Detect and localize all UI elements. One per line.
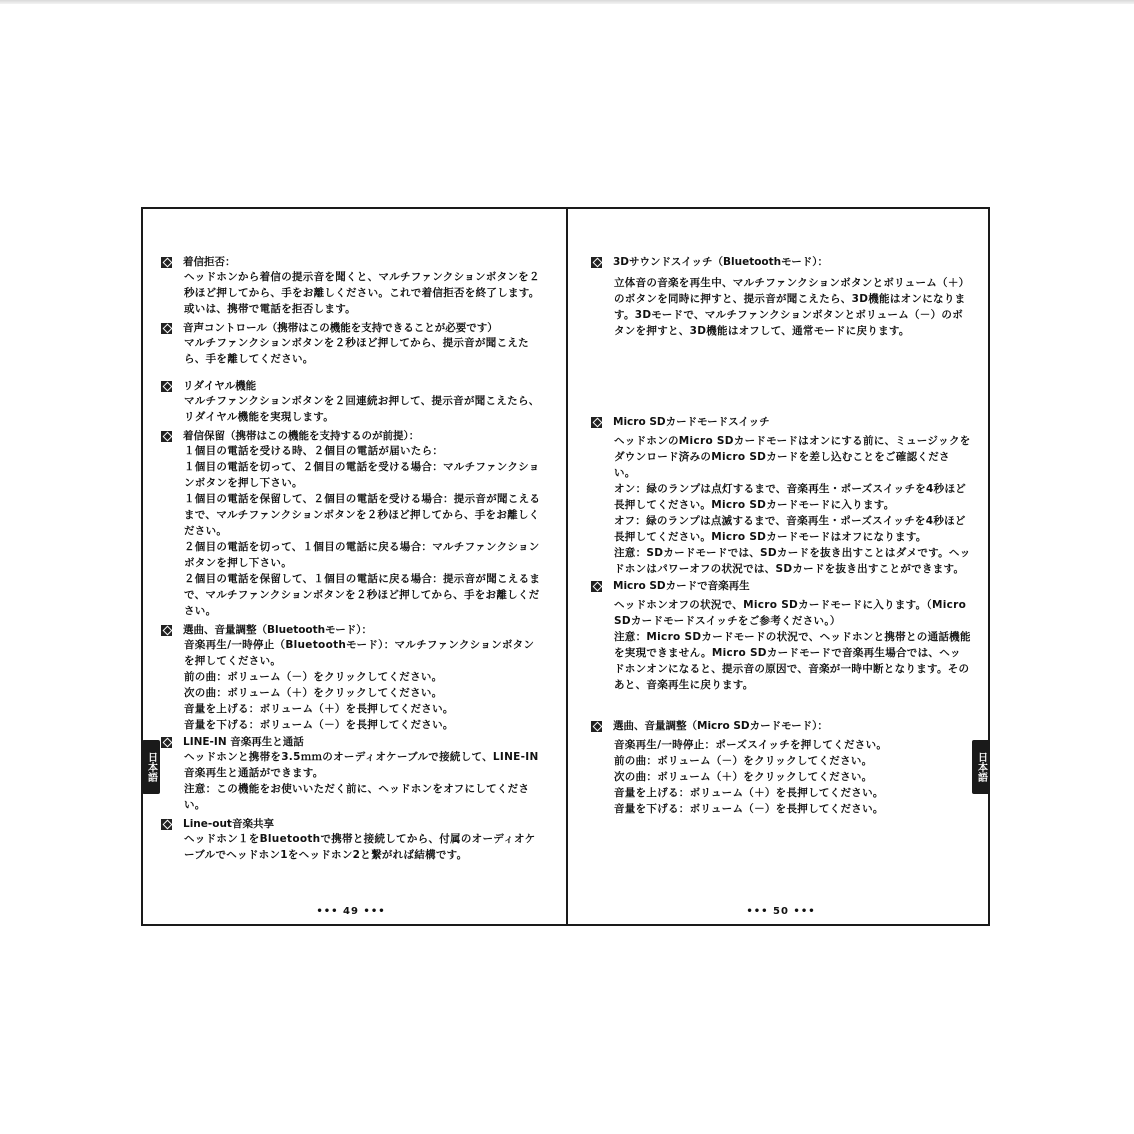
section-title: リダイヤル機能 <box>183 380 257 392</box>
section-title: Micro SDカードで音楽再生 <box>613 580 750 592</box>
note-icon <box>161 323 172 334</box>
section-text: 音量を下げる：ボリューム（－）を長押してください。 <box>614 803 884 815</box>
section-text: 音量を上げる：ボリューム（＋）を長押してください。 <box>614 787 884 799</box>
section-title: 選曲、音量調整（Micro SDカードモード）： <box>613 720 828 732</box>
section-sd-playback <box>591 579 971 693</box>
section-title: 3Dサウンドスイッチ（Bluetoothモード）： <box>613 256 828 268</box>
section-call-reject <box>161 255 541 317</box>
section-line-in <box>161 735 541 813</box>
section-title: 着信保留（携帯はこの機能を支持するのが前提）： <box>183 430 420 442</box>
section-text: 音楽再生/一時停止（Bluetoothモード）：マルチファンクションボタンを押してください。 <box>184 639 535 667</box>
section-track-volume-sd <box>591 719 971 817</box>
note-icon <box>161 431 172 442</box>
section-voice-control <box>161 321 541 367</box>
section-text: １個目の電話を受ける時、２個目の電話が届いたら： <box>184 445 444 457</box>
section-text: ２個目の電話を切って、１個目の電話に戻る場合：マルチファンクションボタンを押し下さい。 <box>184 541 540 569</box>
section-text: 注意：Micro SDカードモードの状況で、ヘッドホンと携帯との通話機能を実現できません。Micro SDカードモードで音楽再生場合では、ヘッドホンオンになると、提示音の原因で、音楽が一時中断となります。そのあと、音楽再生に戻ります。 <box>614 631 971 691</box>
section-title: LINE-IN 音楽再生と通話 <box>183 736 304 748</box>
page-number: ••• 49 ••• <box>316 906 386 917</box>
section-text: ヘッドホンと携帯を3.5ｍｍのオーディオケーブルで接続して、LINE-IN 音楽再生と通話ができます。 <box>184 751 539 779</box>
section-title: 選曲、音量調整（Bluetoothモード）： <box>183 624 372 636</box>
section-text: ヘッドホンのMicro SDカードモードはオンにする前に、ミュージックをダウンロード済みのMicro SDカードを差し込むことをご確認ください。 <box>614 435 971 479</box>
section-title: Line-out音楽共享 <box>183 818 274 830</box>
note-icon <box>591 257 602 268</box>
section-title: 音声コントロール（携帯はこの機能を支持できることが必要です） <box>183 322 498 334</box>
section-redial <box>161 379 541 425</box>
note-icon <box>591 721 602 732</box>
section-text: 音量を上げる：ボリューム（＋）を長押してください。 <box>184 703 454 715</box>
note-icon <box>161 819 172 830</box>
section-text: ヘッドホンから着信の提示音を聞くと、マルチファンクションボタンを２秒ほど押してから、手をお離しください。これで着信拒否を終了します。或いは、携帯で電話を拒否します。 <box>184 271 540 315</box>
section-text: 音楽再生/一時停止：ポーズスイッチを押してください。 <box>614 739 888 751</box>
section-text: ヘッドホン１をBluetoothで携帯と接続してから、付属のオーディオケーブルでヘッドホン1をヘッドホン2と繋がれば結構です。 <box>184 833 536 861</box>
language-tab-left: 日本語 <box>142 740 160 794</box>
section-text: ヘッドホンオフの状況で、Micro SDカードモードに入ります。（Micro SDカードモードスイッチをご参考ください。） <box>614 599 967 627</box>
section-text: 立体音の音楽を再生中、マルチファンクションボタンとボリューム（＋）のボタンを同時に押すと、提示音が聞こえたら、3D機能はオンになります。3Dモードで、マルチファンクションボタンとボリューム（－）のボタンを押すと、3D機能はオフして、通常モードに戻ります。 <box>614 277 970 337</box>
section-text: １個目の電話を切って、２個目の電話を受ける場合：マルチファンクションボタンを押し下さい。 <box>184 461 540 489</box>
left-page <box>161 0 541 1134</box>
section-text: オフ：緑のランプは点滅するまで、音楽再生・ポーズスイッチを4秒ほど長押してください。Micro SDカードモードはオフになります。 <box>614 515 966 543</box>
section-text: １個目の電話を保留して、２個目の電話を受ける場合：提示音が聞こえるまで、マルチファンクションボタンを２秒ほど押してから、手をお離しください。 <box>184 493 541 537</box>
section-text: 注意：この機能をお使いいただく前に、ヘッドホンをオフにしてください。 <box>184 783 530 811</box>
section-text: マルチファンクションボタンを２回連続お押して、提示音が聞こえたら、リダイヤル機能を実現します。 <box>184 395 540 423</box>
note-icon <box>161 257 172 268</box>
section-text: 次の曲：ボリューム（＋）をクリックしてください。 <box>614 771 873 783</box>
right-page <box>591 0 971 1134</box>
section-title: 着信拒否： <box>183 256 236 268</box>
center-divider <box>566 207 568 926</box>
section-sd-mode-switch <box>591 415 971 577</box>
section-text: 注意：SDカードモードでは、SDカードを抜き出すことはダメです。ヘッドホンはパワーオフの状況では、SDカードを抜き出すことができます。 <box>614 547 971 575</box>
note-icon <box>591 417 602 428</box>
note-icon <box>161 625 172 636</box>
section-text: マルチファンクションボタンを２秒ほど押してから、提示音が聞こえたら、手を離してください。 <box>184 337 529 365</box>
section-text: 次の曲：ボリューム（＋）をクリックしてください。 <box>184 687 443 699</box>
section-text: 音量を下げる：ボリューム（－）を長押してください。 <box>184 719 454 731</box>
note-icon <box>161 381 172 392</box>
section-track-volume-bt <box>161 623 541 733</box>
section-title: Micro SDカードモードスイッチ <box>613 416 770 428</box>
section-text: ２個目の電話を保留して、１個目の電話に戻る場合：提示音が聞こえるまで、マルチファンクションボタンを２秒ほど押してから、手をお離しください。 <box>184 573 541 617</box>
right-page-content <box>591 255 971 817</box>
section-text: 前の曲：ボリューム（－）をクリックしてください。 <box>184 671 443 683</box>
page-number: ••• 50 ••• <box>746 906 816 917</box>
language-tab-right: 日本語 <box>972 740 990 794</box>
section-line-out <box>161 817 541 863</box>
left-page-content <box>161 255 541 863</box>
section-call-hold <box>161 429 541 619</box>
note-icon <box>591 581 602 592</box>
section-text: オン：緑のランプは点灯するまで、音楽再生・ポーズスイッチを4秒ほど長押してください。Micro SDカードモードに入ります。 <box>614 483 967 511</box>
section-3d-sound <box>591 255 971 339</box>
section-text: 前の曲：ボリューム（－）をクリックしてください。 <box>614 755 873 767</box>
note-icon <box>161 737 172 748</box>
